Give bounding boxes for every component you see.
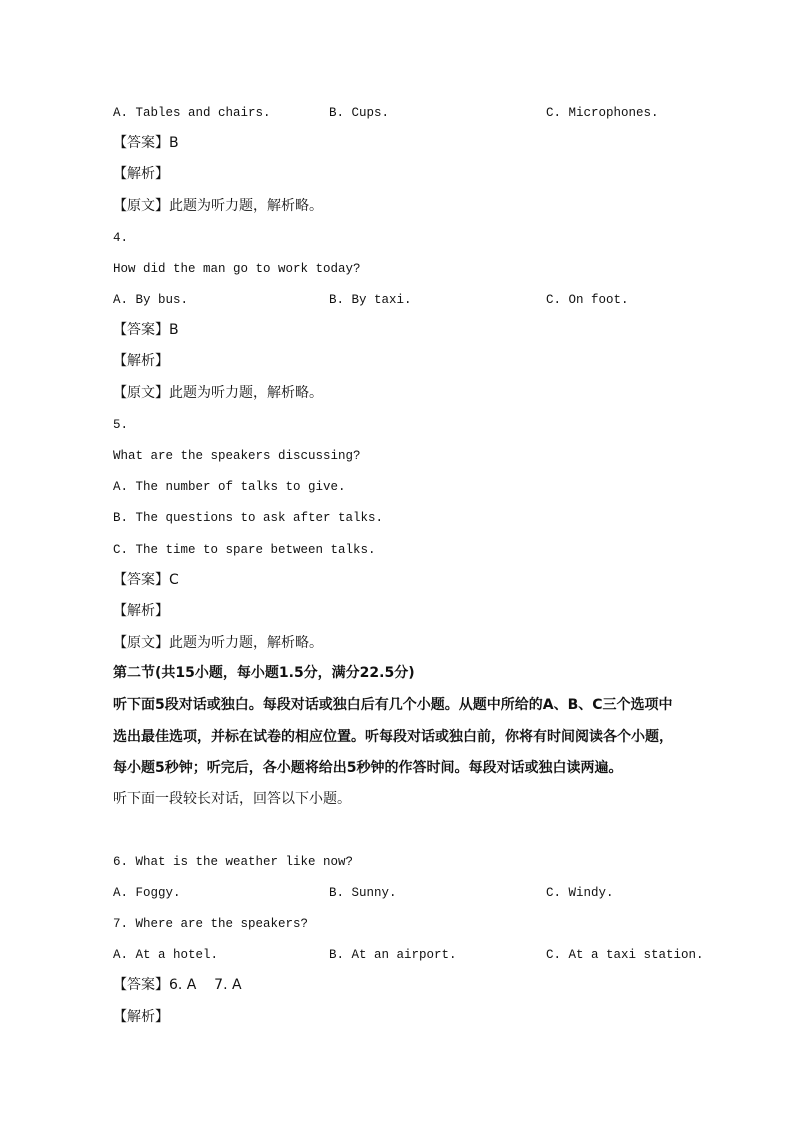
q3-answer: 【答案】B [113,135,179,151]
q5-answer: 【答案】C [113,572,179,588]
section2-heading: 第二节(共15小题，每小题1.5分，满分22.5分) [113,665,415,681]
q4-answer: 【答案】B [113,322,179,338]
q4-question: How did the man go to work today? [113,262,361,276]
q6-option-c: C. Windy. [546,886,614,900]
q6-option-b: B. Sunny. [329,886,397,900]
q5-question: What are the speakers discussing? [113,449,361,463]
q5-option-b: B. The questions to ask after talks. [113,511,384,525]
q4-option-c: C. On foot. [546,293,629,307]
q7-option-c: C. At a taxi station. [546,948,704,962]
section2-instruction-line3: 每小题5秒钟；听完后，各小题将给出5秒钟的作答时间。每段对话或独白读两遍。 [113,760,623,776]
section2-instruction-line1: 听下面5段对话或独白。每段对话或独白后有几个小题。从题中所给的A、B、C三个选项中 [113,697,673,713]
q4-number: 4. [113,231,129,245]
q67-analysis-label: 【解析】 [113,1009,169,1025]
q7-option-a: A. At a hotel. [113,948,219,962]
q4-analysis-label: 【解析】 [113,353,169,369]
q4-option-b: B. By taxi. [329,293,412,307]
q6-option-a: A. Foggy. [113,886,181,900]
q7-option-b: B. At an airport. [329,948,457,962]
q5-analysis-label: 【解析】 [113,603,169,619]
q67-answer: 【答案】6. A 7. A [113,977,242,993]
q6-question: 6. What is the weather like now? [113,855,354,869]
section2-instruction-line2: 选出最佳选项，并标在试卷的相应位置。听每段对话或独白前，你将有时间阅读各个小题， [113,729,673,745]
section2-prompt: 听下面一段较长对话，回答以下小题。 [113,791,351,807]
q5-original-text: 【原文】此题为听力题，解析略。 [113,635,323,651]
q3-option-a: A. Tables and chairs. [113,106,271,120]
q3-option-b: B. Cups. [329,106,390,120]
q5-option-a: A. The number of talks to give. [113,480,346,494]
q7-question: 7. Where are the speakers? [113,917,309,931]
q4-original-text: 【原文】此题为听力题，解析略。 [113,385,323,401]
q5-number: 5. [113,418,129,432]
q3-analysis-label: 【解析】 [113,166,169,182]
q3-original-text: 【原文】此题为听力题，解析略。 [113,198,323,214]
q4-option-a: A. By bus. [113,293,189,307]
q5-option-c: C. The time to spare between talks. [113,543,376,557]
q3-option-c: C. Microphones. [546,106,659,120]
